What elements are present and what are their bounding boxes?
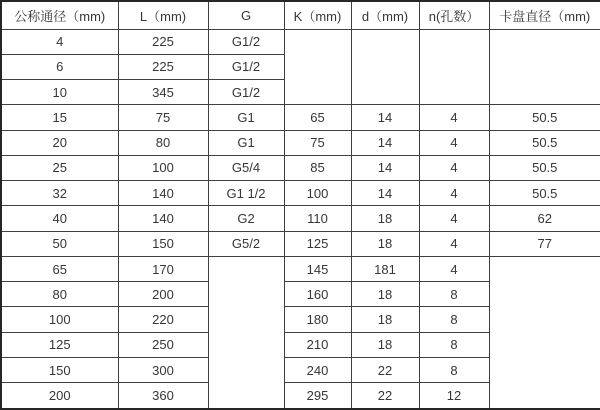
table-row — [1, 155, 600, 180]
table-cell: 345 — [118, 80, 208, 105]
table-cell — [351, 29, 419, 105]
table-row — [1, 181, 600, 206]
table-cell: 100 — [1, 307, 118, 332]
table-cell: 8 — [419, 332, 489, 357]
table-cell: 22 — [351, 383, 419, 409]
table-cell: 20 — [1, 130, 118, 155]
table-cell: 181 — [351, 256, 419, 281]
table-cell: 14 — [351, 181, 419, 206]
table-cell: 145 — [284, 256, 351, 281]
table-cell: G1 — [208, 130, 284, 155]
header-row — [1, 1, 600, 29]
table-cell: 8 — [419, 282, 489, 307]
table-cell: 77 — [489, 231, 600, 256]
table-cell: 14 — [351, 130, 419, 155]
table-cell: 18 — [351, 332, 419, 357]
table-cell: 240 — [284, 357, 351, 382]
table-cell: 4 — [419, 181, 489, 206]
table-cell: 140 — [118, 181, 208, 206]
table-cell: G5/2 — [208, 231, 284, 256]
header-cell-l: L（mm) — [118, 1, 208, 29]
table-cell: 62 — [489, 206, 600, 231]
table-cell: 4 — [419, 256, 489, 281]
table-cell: 40 — [1, 206, 118, 231]
table-row — [1, 206, 600, 231]
table-cell: 50.5 — [489, 181, 600, 206]
table-cell: 75 — [284, 130, 351, 155]
table-cell — [208, 256, 284, 409]
table-cell: 18 — [351, 307, 419, 332]
table-cell: 250 — [118, 332, 208, 357]
table-cell: 295 — [284, 383, 351, 409]
table-cell: 200 — [1, 383, 118, 409]
table-cell: 8 — [419, 357, 489, 382]
table-cell: 100 — [284, 181, 351, 206]
table-cell — [489, 256, 600, 409]
table-cell: 4 — [419, 206, 489, 231]
table-cell: 125 — [284, 231, 351, 256]
table-row — [1, 105, 600, 130]
table-cell: 170 — [118, 256, 208, 281]
table-cell: 50.5 — [489, 105, 600, 130]
table-cell: 18 — [351, 282, 419, 307]
table-cell: 150 — [1, 357, 118, 382]
table-cell: 50.5 — [489, 155, 600, 180]
table-row — [1, 29, 600, 54]
table-cell: 4 — [419, 231, 489, 256]
table-cell: 225 — [118, 54, 208, 79]
table-cell: 8 — [419, 307, 489, 332]
table-cell: 300 — [118, 357, 208, 382]
table-cell: 80 — [118, 130, 208, 155]
table-cell: 4 — [1, 29, 118, 54]
table-cell — [419, 29, 489, 105]
table-cell: 4 — [419, 105, 489, 130]
table-cell: 50 — [1, 231, 118, 256]
table-cell: 80 — [1, 282, 118, 307]
table-cell: G1/2 — [208, 54, 284, 79]
table-cell: 4 — [419, 130, 489, 155]
header-cell-g: G — [208, 1, 284, 29]
table-cell: 160 — [284, 282, 351, 307]
table-cell: G1 1/2 — [208, 181, 284, 206]
header-cell-d: d（mm) — [351, 1, 419, 29]
header-cell-n-holes: n(孔数） — [419, 1, 489, 29]
table-row — [1, 231, 600, 256]
table-cell: 220 — [118, 307, 208, 332]
table-cell — [489, 29, 600, 105]
table-cell: 14 — [351, 105, 419, 130]
table-cell: 225 — [118, 29, 208, 54]
table-cell: 18 — [351, 206, 419, 231]
table-cell: 75 — [118, 105, 208, 130]
table-cell: 200 — [118, 282, 208, 307]
table-cell: G1/2 — [208, 29, 284, 54]
table-cell: 210 — [284, 332, 351, 357]
table-cell: 125 — [1, 332, 118, 357]
table-cell: 32 — [1, 181, 118, 206]
table-cell: 18 — [351, 231, 419, 256]
table-cell: 140 — [118, 206, 208, 231]
table-body — [1, 29, 600, 409]
table-cell — [284, 29, 351, 105]
table-cell: G5/4 — [208, 155, 284, 180]
table-cell: G2 — [208, 206, 284, 231]
table-cell: 65 — [1, 256, 118, 281]
table-cell: 110 — [284, 206, 351, 231]
table-cell: 100 — [118, 155, 208, 180]
table-header — [1, 1, 600, 29]
table-cell: 6 — [1, 54, 118, 79]
table-cell: G1/2 — [208, 80, 284, 105]
table-cell: 25 — [1, 155, 118, 180]
table-cell: 150 — [118, 231, 208, 256]
table-row — [1, 256, 600, 281]
table-cell: 4 — [419, 155, 489, 180]
table-cell: 50.5 — [489, 130, 600, 155]
table-cell: 360 — [118, 383, 208, 409]
header-cell-nominal-diameter: 公称通径（mm) — [1, 1, 118, 29]
table-cell: 12 — [419, 383, 489, 409]
table-cell: G1 — [208, 105, 284, 130]
header-cell-k: K（mm) — [284, 1, 351, 29]
table-cell: 14 — [351, 155, 419, 180]
table-cell: 85 — [284, 155, 351, 180]
header-cell-chuck-diameter: 卡盘直径（mm) — [489, 1, 600, 29]
table-cell: 180 — [284, 307, 351, 332]
table-cell: 22 — [351, 357, 419, 382]
table-cell: 10 — [1, 80, 118, 105]
table-cell: 15 — [1, 105, 118, 130]
table-row — [1, 130, 600, 155]
table-cell: 65 — [284, 105, 351, 130]
